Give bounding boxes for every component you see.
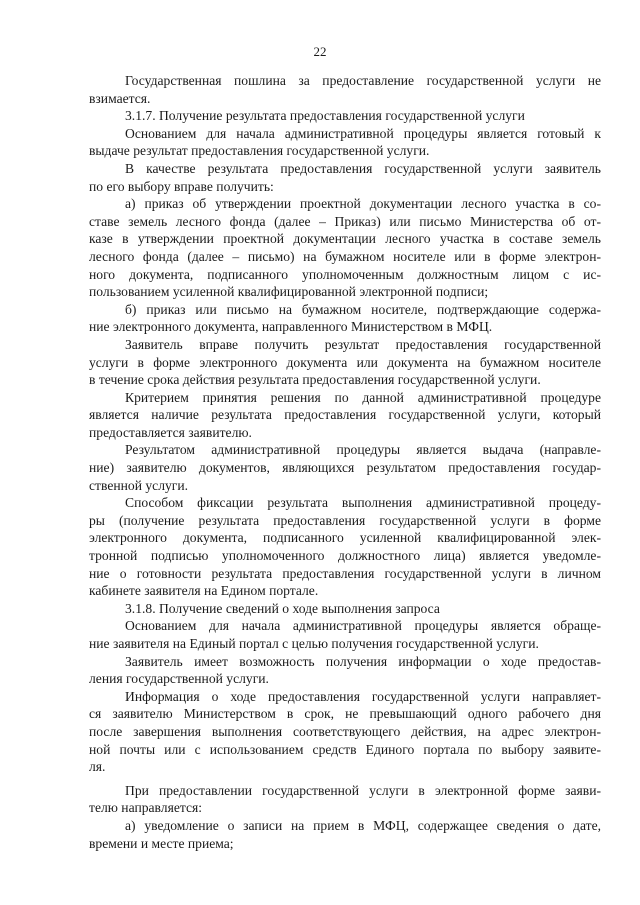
paragraph — [89, 107, 601, 125]
text-line: ственной услуги. — [89, 477, 189, 493]
paragraph — [89, 441, 601, 494]
text-line: времени и месте приема; — [89, 835, 234, 851]
paragraph — [89, 617, 601, 652]
text-line: ние) заявителю документов, являющихся результатом предоставления государ- — [89, 460, 601, 476]
text-line: в течение срока действия результата предоставления государственной услуги. — [89, 372, 541, 388]
text-line: В качестве результата предоставления государственной услуги заявитель — [125, 160, 601, 176]
paragraph — [89, 494, 601, 600]
text-line: выдаче результат предоставления государственной услуги. — [89, 143, 430, 159]
text-line: При предоставлении государственной услуги в электронной форме заяви- — [125, 782, 601, 798]
text-line: ние о готовности результата предоставления государственной услуги в личном — [89, 565, 601, 581]
paragraph — [89, 336, 601, 389]
text-line: кабинете заявителя на Едином портале. — [89, 583, 319, 599]
text-line: ления государственной услуги. — [89, 671, 269, 687]
text-line: Государственная пошлина за предоставление государственной услуги не — [125, 73, 601, 88]
text-line: Заявитель имеет возможность получения информации о ходе предостав- — [125, 653, 601, 669]
paragraph — [89, 72, 601, 107]
text-line: 3.1.8. Получение сведений о ходе выполнения запроса — [125, 600, 440, 616]
text-line: по его выбору вправе получить: — [89, 178, 274, 194]
document-body — [89, 72, 601, 852]
text-line: а) приказ об утверждении проектной документации лесного участка в со- — [125, 196, 601, 212]
text-line: 3.1.7. Получение результата предоставления государственной услуги — [125, 108, 525, 124]
text-line: Результатом административной процедуры является выдача (направле- — [125, 442, 601, 458]
text-line: является наличие результата предоставления государственной услуги, который — [89, 407, 601, 423]
text-line: Способом фиксации результата выполнения административной процеду- — [125, 495, 601, 511]
text-line: казе в утверждении проектной документации лесного участка в составе земель — [89, 231, 601, 247]
paragraph — [89, 160, 601, 195]
text-line: услуги в форме электронного документа или документа на бумажном носителе — [89, 354, 601, 370]
text-line: ного документа, подписанного уполномоченным должностным лицом с ис- — [89, 266, 601, 282]
paragraph — [89, 195, 601, 301]
text-line: а) уведомление о записи на прием в МФЦ, содержащее сведения о дате, — [125, 817, 601, 833]
text-line: электронного документа, подписанного усиленной квалифицированной элек- — [89, 530, 601, 546]
text-line: Критерием принятия решения по данной административной процедуре — [125, 389, 601, 405]
text-line: после завершения выполнения соответствующего действия, на адрес электрон- — [89, 723, 601, 739]
text-line: лесного фонда (далее – письмо) на бумажном носителе или в форме электрон- — [89, 248, 601, 264]
paragraph — [89, 600, 601, 618]
text-line: ной почты или с использованием средств Единого портала по выбору заявите- — [89, 741, 601, 757]
page-number: 22 — [313, 44, 327, 59]
paragraph — [89, 817, 601, 852]
paragraph — [89, 688, 601, 776]
text-line: Основанием для начала административной процедуры является обраще- — [125, 618, 601, 634]
paragraph — [89, 782, 601, 817]
text-line: Заявитель вправе получить результат предоставления государственной — [125, 336, 601, 352]
text-line: ры (получение результата предоставления государственной услуги в форме — [89, 512, 601, 528]
text-line: ля. — [89, 759, 106, 775]
text-line: ставе земель лесного фонда (далее – Приказ) или письмо Министерства об от- — [89, 213, 601, 229]
text-line: б) приказ или письмо на бумажном носителе, подтверждающие содержа- — [125, 301, 601, 317]
text-line: ся заявителю Министерством в срок, не превышающий одного рабочего дня — [89, 706, 601, 722]
paragraph — [89, 125, 601, 160]
text-line: пользованием усиленной квалифицированной электронной подписи; — [89, 284, 489, 300]
text-line: ние заявителя на Единый портал с целью получения государственной услуги. — [89, 636, 539, 651]
text-line: Основанием для начала административной процедуры является готовый к — [125, 125, 601, 141]
text-line: взимается. — [89, 90, 151, 106]
text-line: телю направляется: — [89, 800, 203, 816]
paragraph — [89, 301, 601, 336]
text-line: тронной подписью уполномоченного должностного лица) является уведомле- — [89, 548, 601, 564]
paragraph — [89, 653, 601, 688]
text-line: предоставляется заявителю. — [89, 424, 252, 440]
text-line: Информация о ходе предоставления государственной услуги направляет- — [125, 688, 601, 704]
paragraph — [89, 389, 601, 442]
text-line: ние электронного документа, направленного Министерством в МФЦ. — [89, 319, 493, 335]
